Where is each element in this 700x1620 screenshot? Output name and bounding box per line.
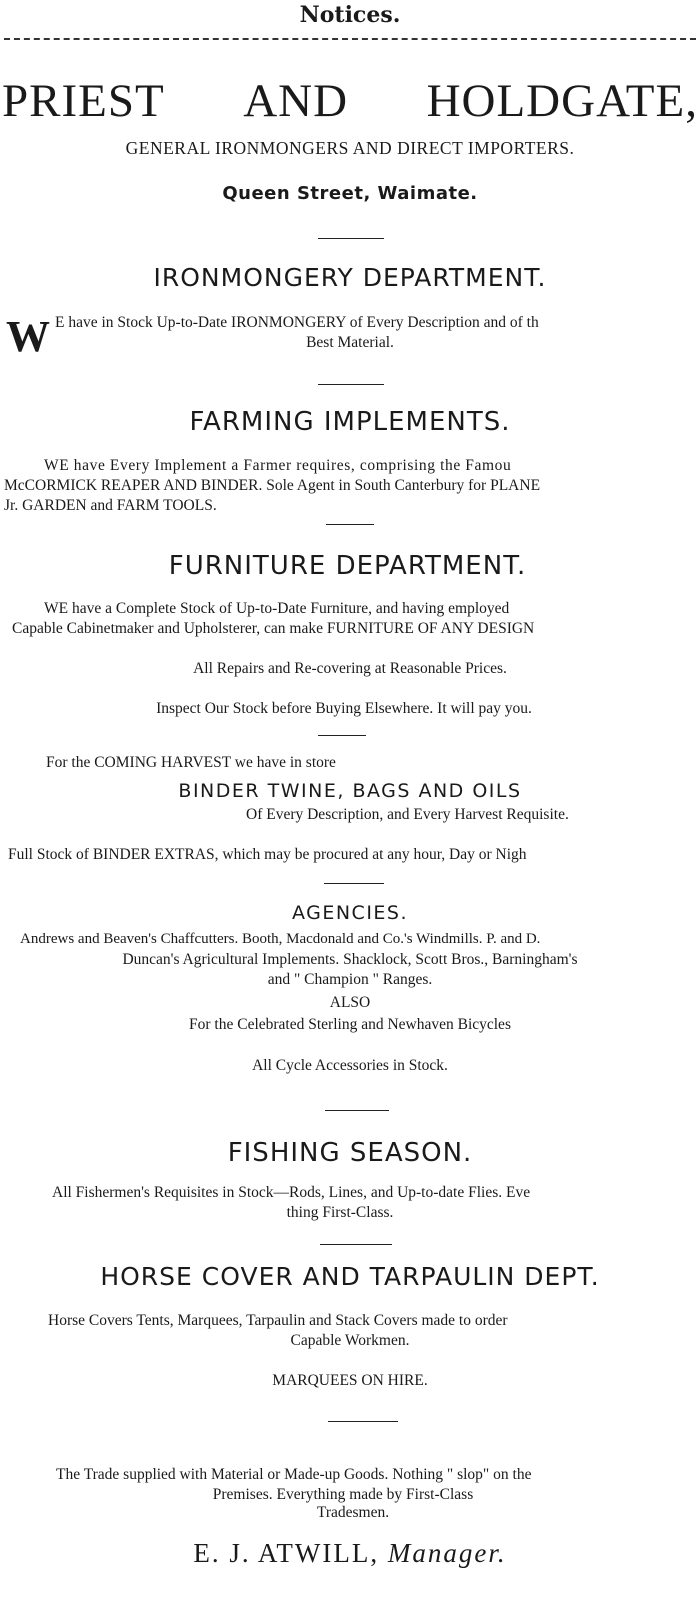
harvest-title: BINDER TWINE, BAGS AND OILS bbox=[178, 780, 522, 802]
divider bbox=[318, 384, 384, 385]
marquees-on-hire: MARQUEES ON HIRE. bbox=[272, 1372, 428, 1389]
farming-line-2: McCORMICK REAPER AND BINDER. Sole Agent in South Canterbury for PLANE bbox=[4, 477, 541, 494]
firm-name-word-2: AND bbox=[243, 75, 349, 127]
divider bbox=[325, 1110, 389, 1111]
furniture-inspect: Inspect Our Stock before Buying Elsewhere. It will pay you. bbox=[156, 700, 532, 717]
harvest-intro: For the COMING HARVEST we have in store bbox=[46, 754, 336, 771]
trade-line-1: The Trade supplied with Material or Made-up Goods. Nothing " slop" on the bbox=[56, 1466, 532, 1483]
furniture-repairs: All Repairs and Re-covering at Reasonable Prices. bbox=[193, 660, 507, 677]
divider bbox=[320, 1244, 392, 1245]
harvest-description: Of Every Description, and Every Harvest Requisite. bbox=[246, 806, 569, 823]
ironmongery-line-2: Best Material. bbox=[306, 334, 394, 351]
firm-name-word-3: HOLDGATE, bbox=[426, 75, 698, 127]
manager-name: E. J. ATWILL, bbox=[193, 1538, 380, 1568]
agencies-line-2: Duncan's Agricultural Implements. Shacklock, Scott Bros., Barningham's bbox=[122, 951, 578, 968]
agencies-bicycles: For the Celebrated Sterling and Newhaven Bicycles bbox=[189, 1016, 511, 1033]
ironmongery-title: IRONMONGERY DEPARTMENT. bbox=[153, 263, 547, 292]
furniture-line-2: Capable Cabinetmaker and Upholsterer, can make FURNITURE OF ANY DESIGN bbox=[12, 620, 535, 637]
agencies-title: AGENCIES. bbox=[291, 902, 409, 924]
top-divider bbox=[4, 38, 696, 40]
divider bbox=[324, 883, 384, 884]
trade-line-3: Tradesmen. bbox=[316, 1504, 390, 1521]
agencies-cycle-accessories: All Cycle Accessories in Stock. bbox=[252, 1057, 448, 1074]
agencies-line-3: and " Champion " Ranges. bbox=[267, 971, 433, 988]
horse-cover-line-2: Capable Workmen. bbox=[290, 1332, 410, 1349]
divider bbox=[328, 1421, 398, 1422]
trade-line-2: Premises. Everything made by First-Class bbox=[212, 1486, 474, 1503]
firm-address: Queen Street, Waimate. bbox=[222, 183, 478, 204]
firm-name bbox=[0, 74, 700, 128]
farming-title: FARMING IMPLEMENTS. bbox=[189, 407, 511, 437]
farming-line-3: Jr. GARDEN and FARM TOOLS. bbox=[4, 497, 217, 514]
ironmongery-dropcap: W bbox=[6, 312, 50, 361]
furniture-title: FURNITURE DEPARTMENT. bbox=[168, 551, 527, 581]
furniture-line-1: WE have a Complete Stock of Up-to-Date Furniture, and having employed bbox=[44, 600, 510, 617]
horse-cover-line-1: Horse Covers Tents, Marquees, Tarpaulin and Stack Covers made to order bbox=[48, 1312, 508, 1329]
manager-signature bbox=[0, 1538, 700, 1569]
ironmongery-line-1: E have in Stock Up-to-Date IRONMONGERY of Every Description and of th bbox=[55, 314, 539, 331]
firm-name-word-1: PRIEST bbox=[2, 75, 165, 127]
horse-cover-title: HORSE COVER AND TARPAULIN DEPT. bbox=[100, 1262, 600, 1291]
farming-line-1: WE have Every Implement a Farmer requires, comprising the Famou bbox=[44, 457, 512, 474]
fishing-line-1: All Fishermen's Requisites in Stock—Rods, Lines, and Up-to-date Flies. Eve bbox=[52, 1184, 531, 1201]
divider bbox=[318, 238, 384, 239]
harvest-binder-extras: Full Stock of BINDER EXTRAS, which may be procured at any hour, Day or Nigh bbox=[8, 846, 527, 863]
divider bbox=[326, 524, 374, 525]
agencies-line-1: Andrews and Beaven's Chaffcutters. Booth, Macdonald and Co.'s Windmills. P. and D. bbox=[20, 931, 541, 947]
agencies-also: ALSO bbox=[329, 994, 371, 1011]
divider bbox=[318, 735, 366, 736]
firm-subtitle: GENERAL IRONMONGERS AND DIRECT IMPORTERS. bbox=[125, 138, 575, 158]
notices-heading: Notices. bbox=[299, 2, 401, 28]
manager-title: Manager. bbox=[387, 1538, 507, 1568]
fishing-title: FISHING SEASON. bbox=[227, 1138, 473, 1168]
fishing-line-2: thing First-Class. bbox=[286, 1204, 394, 1221]
